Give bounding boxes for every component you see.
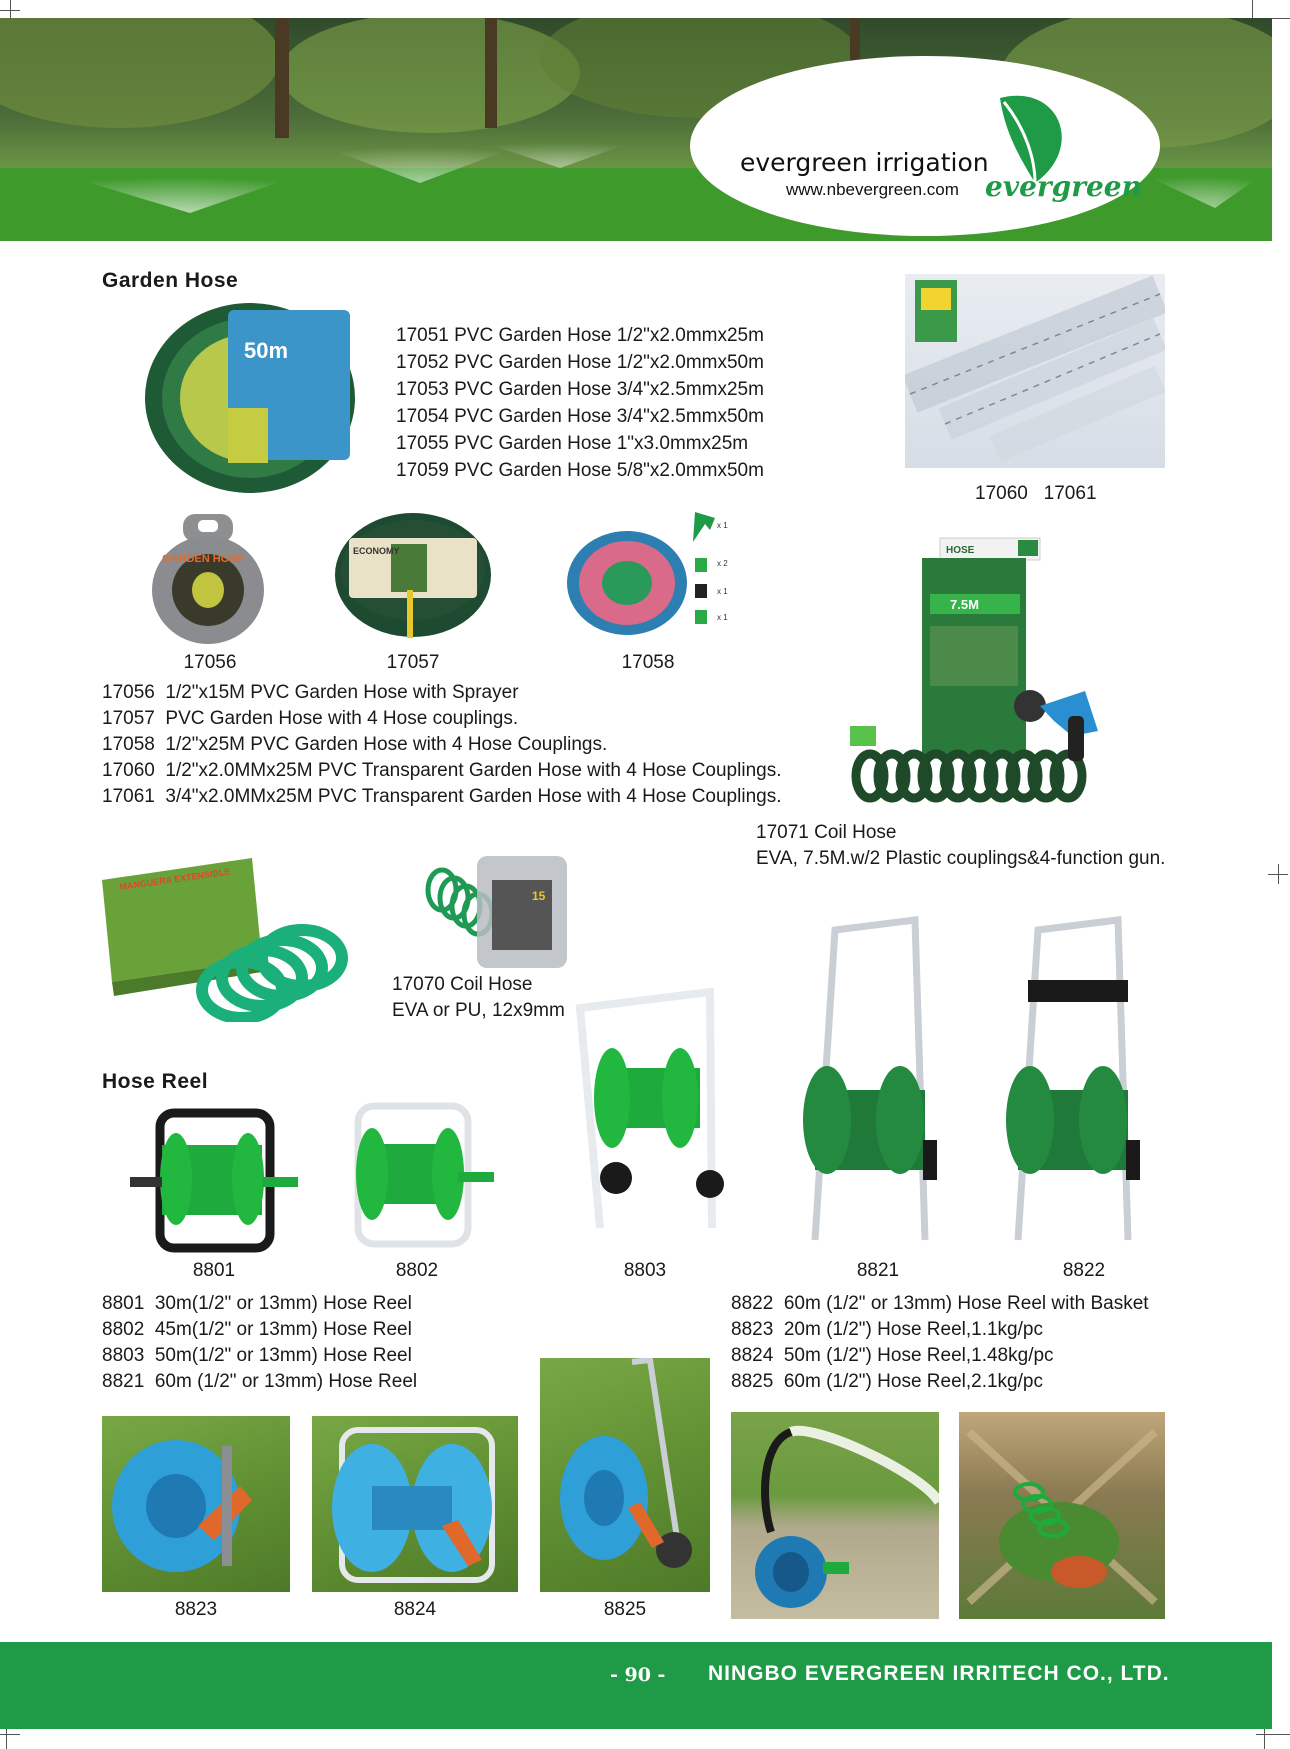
logo-text: evergreen: [985, 170, 1142, 203]
hose-reel-8824-photo: [312, 1416, 518, 1592]
qty-label: x 1: [717, 521, 728, 530]
coil-box-label: HOSE: [946, 545, 975, 556]
hose-reel-left-list: [102, 1291, 417, 1395]
coil-hose-garden-photo: [959, 1412, 1165, 1619]
hose-reel-8825-photo: [540, 1358, 710, 1592]
list-item: 8823 20m (1/2") Hose Reel,1.1kg/pc: [731, 1319, 1043, 1340]
hose-reel-right-list: [731, 1291, 1149, 1395]
coil-17070-title: 17070 Coil Hose: [392, 974, 533, 995]
garden-hose-main-list: [396, 323, 764, 484]
list-item: 8801 30m(1/2" or 13mm) Hose Reel: [102, 1293, 412, 1314]
coil-17070-desc: EVA or PU, 12x9mm: [392, 1000, 565, 1021]
transparent-hose-caption: 17060 17061: [975, 483, 1097, 504]
product-caption: 8822: [1062, 1260, 1106, 1281]
website-url: www.nbevergreen.com: [786, 180, 959, 199]
hose-reel-8803-product-image: [560, 988, 730, 1248]
list-item: 17060 1/2"x2.0MMx25M PVC Transparent Garden Hose with 4 Hose Couplings.: [102, 760, 782, 781]
product-caption: 8801: [192, 1260, 236, 1281]
package-label: GARDEN HOSE: [162, 553, 244, 565]
page-number: - 90 -: [610, 1664, 666, 1686]
company-name: NINGBO EVERGREEN IRRITECH CO., LTD.: [708, 1662, 1170, 1685]
hose-reel-8802-product-image: [336, 1100, 496, 1250]
list-item: 17058 1/2"x25M PVC Garden Hose with 4 Hose Couplings.: [102, 734, 608, 755]
registration-mark-bottom-left: [0, 1728, 20, 1749]
list-item: 17057 PVC Garden Hose with 4 Hose couplings.: [102, 708, 519, 729]
list-item: 17051 PVC Garden Hose 1/2"x2.0mmx25m: [396, 325, 764, 346]
product-caption: 8825: [603, 1599, 647, 1620]
garden-hose-heading: Garden Hose: [102, 269, 239, 292]
list-item: 8802 45m(1/2" or 13mm) Hose Reel: [102, 1319, 412, 1340]
garden-hose-desc-list: [102, 680, 781, 810]
hose-reel-8823-photo: [102, 1416, 290, 1592]
coil-17071-desc: EVA, 7.5M.w/2 Plastic couplings&4-function gun.: [756, 848, 1166, 869]
package-label: ECONOMY: [353, 546, 400, 556]
hose-reel-watering-photo: [731, 1412, 939, 1619]
hose-17056-product-image: [148, 512, 268, 646]
list-item: 17053 PVC Garden Hose 3/4"x2.5mmx25m: [396, 379, 764, 400]
product-caption: 17056: [183, 652, 237, 673]
hose-reel-8822-product-image: [998, 910, 1168, 1250]
list-item: 17056 1/2"x15M PVC Garden Hose with Sprayer: [102, 682, 519, 703]
hose-17057-product-image: [333, 510, 493, 640]
list-item: 8825 60m (1/2") Hose Reel,2.1kg/pc: [731, 1371, 1043, 1392]
qty-label: x 1: [717, 613, 728, 622]
list-item: 8821 60m (1/2" or 13mm) Hose Reel: [102, 1371, 418, 1392]
registration-mark-top-left: [0, 0, 20, 20]
box-label: MANGUERA EXTENSIBLE: [118, 866, 231, 892]
coil-box-length: 7.5M: [950, 597, 979, 612]
brand-ellipse: [690, 56, 1160, 236]
product-caption: 8802: [395, 1260, 439, 1281]
hose-reel-8801-product-image: [130, 1105, 300, 1255]
registration-mark-top-right: [1250, 0, 1290, 20]
registration-mark-bottom-right: [1256, 1728, 1290, 1749]
hose-reel-8821-product-image: [795, 910, 965, 1250]
qty-label: x 1: [717, 587, 728, 596]
product-caption: 17057: [386, 652, 440, 673]
list-item: 8822 60m (1/2" or 13mm) Hose Reel with Basket: [731, 1293, 1149, 1314]
product-caption: 8821: [856, 1260, 900, 1281]
product-caption: 17058: [621, 652, 675, 673]
reel-length-label: 50m: [244, 338, 289, 363]
pack-label: 15: [532, 889, 546, 903]
list-item: 17055 PVC Garden Hose 1"x3.0mmx25m: [396, 433, 749, 454]
registration-mark-right: [1268, 864, 1288, 884]
coil-17071-title: 17071 Coil Hose: [756, 822, 897, 843]
product-caption: 8803: [623, 1260, 667, 1281]
list-item: 8803 50m(1/2" or 13mm) Hose Reel: [102, 1345, 412, 1366]
hose-17058-product-image: [565, 508, 735, 638]
brand-name: evergreen irrigation: [740, 148, 989, 177]
list-item: 8824 50m (1/2") Hose Reel,1.48kg/pc: [731, 1345, 1054, 1366]
hose-reel-heading: Hose Reel: [102, 1070, 209, 1093]
list-item: 17052 PVC Garden Hose 1/2"x2.0mmx50m: [396, 352, 764, 373]
garden-hose-reel-product-image: [140, 298, 360, 498]
qty-label: x 2: [717, 559, 728, 568]
list-item: 17054 PVC Garden Hose 3/4"x2.5mmx50m: [396, 406, 764, 427]
list-item: 17059 PVC Garden Hose 5/8"x2.0mmx50m: [396, 460, 764, 481]
coil-hose-17071-product-image: [840, 536, 1110, 806]
list-item: 17061 3/4"x2.0MMx25M PVC Transparent Garden Hose with 4 Hose Couplings.: [102, 786, 782, 807]
product-caption: 8824: [393, 1599, 437, 1620]
transparent-hose-product-image: [905, 274, 1165, 468]
product-caption: 8823: [174, 1599, 218, 1620]
header-banner: [0, 18, 1272, 241]
